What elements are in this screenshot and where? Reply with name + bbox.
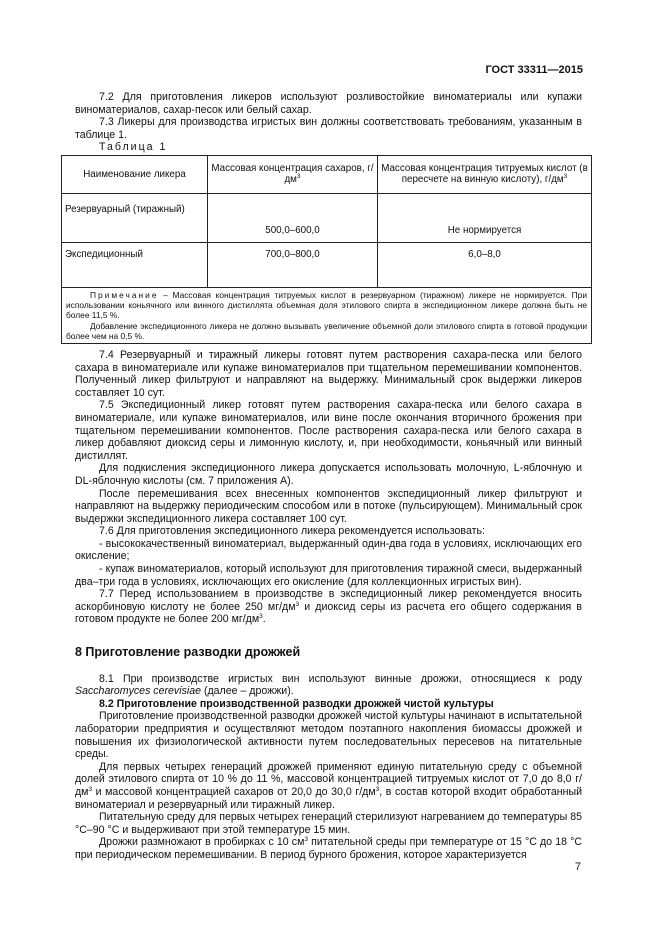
page-content xyxy=(65,91,588,862)
table-cell: Экспедиционный xyxy=(62,242,208,287)
section-heading-8: 8 Приготовление разводки дрожжей xyxy=(75,645,301,660)
page-number: 7 xyxy=(574,861,581,873)
table-cell: Не нормируется xyxy=(378,193,592,242)
list-item: - высококачественный виноматериал, выдержанный один-два года в условиях, исключающих его окисление; xyxy=(75,537,582,563)
paragraph-8-2-3: Питательную среду для первых четырех генераций стерилизуют нагреванием до температуры 85 °С–90 °С и выдерживают при этой температуре 15 мин. xyxy=(75,811,582,836)
paragraph-7-4: 7.4 Резервуарный и тиражный ликеры готовят путем растворения сахара-песка или белого сахара в виноматериале или купаже виноматериалов при тщательном перемешивании компонентов. Полученный ликер фильтруют и направляют на выдержку. Минимальный срок выдержки ликеров составляет 10 сут. xyxy=(75,348,582,399)
table-row xyxy=(62,193,592,242)
table-header-row xyxy=(62,155,592,193)
table-header-cell: Наименование ликера xyxy=(62,155,208,193)
paragraph-8-1: 8.1 При производстве игристых вин используют винные дрожжи, относящиеся к роду Saccharomyces cerevisiae (далее – дрожжи). xyxy=(75,672,582,698)
document-code: ГОСТ 33311—2015 xyxy=(485,64,583,76)
paragraph-7-6: 7.6 Для приготовления экспедиционного ликера рекомендуется использовать: xyxy=(99,525,485,538)
list-item: - купаж виноматериалов, который используют для приготовления тиражной смеси, выдержанный два–три года в условиях, исключающих его окисление (для коллекционных игристых вин). xyxy=(75,563,582,588)
table-cell: 500,0–600,0 xyxy=(208,193,378,242)
paragraph-mix: После перемешивания всех внесенных компонентов экспедиционный ликер фильтруют и направляют на выдержку периодическим способом или в потоке (пульсирующем). Минимальный срок выдержки экспедиционного ликера составляет 100 сут. xyxy=(75,487,582,525)
table-header-cell: Массовая концентрация титруемых кислот (в пересчете на винную кислоту), $г/дм^3$ xyxy=(378,155,592,193)
subsection-heading-8-2: 8.2 Приготовление производственной разводки дрожжей чистой культуры xyxy=(99,697,494,710)
table-cell: Резервуарный (тиражный) xyxy=(62,193,208,242)
table-note-row xyxy=(62,287,592,343)
table-note xyxy=(62,287,592,343)
paragraph-8-2-2: Для первых четырех генераций дрожжей применяют единую питательную среду с объемной долей этилового спирта от 10 % до 11 %, массовой концентрацией титруемых кислот от 7,0 до 8,0 $г/дм^3$ и массовой концентрацией сахаров от 20,0 до 30,0 $г/дм^3$, в состав которой входит обработанный виноматериал и резервуарный или тиражный ликер. xyxy=(75,760,582,811)
paragraph-acid: Для подкисления экспедиционного ликера допускается использовать молочную, L-яблочную и DL-яблочную кислоты (см. 7 приложения А). xyxy=(75,462,582,487)
note-label: Примечание xyxy=(90,289,159,300)
table-row xyxy=(62,242,592,287)
paragraph-7-3: 7.3 Ликеры для производства игристых вин должны соответствовать требованиям, указанным в таблице 1. xyxy=(75,116,582,141)
paragraph-8-2-4: Дрожжи размножают в пробирках с 10 $см^3$ питательной среды при температуре от 15 °С до 18 °С при периодическом перемешивании. В период бурного брожения, которое характеризуется xyxy=(75,836,582,861)
table-label: Таблица 1 xyxy=(99,141,168,154)
note-text-2: Добавление экспедиционного ликера не должно вызывать увеличение объемной доли этилового спирта в готовой продукции более чем на 0,5 %. xyxy=(66,320,587,341)
note-text-1: – Массовая концентрация титруемых кислот в резервуарном (тиражном) ликере не нормируется. При использовании коньячного или винного дистиллята объемная доля этилового спирта в экспедиционном ликере должна быть не более 11,5 %. xyxy=(66,289,587,321)
liqueur-table xyxy=(61,155,592,344)
paragraph-7-2: 7.2 Для приготовления ликеров используют розливостойкие виноматериалы или купажи виноматериалов, сахар-песок или белый сахар. xyxy=(75,91,582,116)
table-cell: 6,0–8,0 xyxy=(378,242,592,287)
table-cell: 700,0–800,0 xyxy=(208,242,378,287)
paragraph-8-2-1: Приготовление производственной разводки дрожжей чистой культуры начинают в испытательной лаборатории предприятия и осуществляют методом поэтапного накопления биомассы дрожжей и повышения их физиологической активности путем последовательных пересевов на питательные среды. xyxy=(75,710,582,761)
paragraph-7-7: 7.7 Перед использованием в производстве в экспедиционный ликер рекомендуется вносить аскорбиновую кислоту не более 250 $мг/дм^3$ и диоксид серы из расчета его общего содержания в готовом продукте не более 200 $мг/дм^3$. xyxy=(75,588,582,626)
table-header-cell: Массовая концентрация сахаров, $г/дм^3$ xyxy=(208,155,378,193)
paragraph-7-5: 7.5 Экспедиционный ликер готовят путем растворения сахара-песка или белого сахара в виноматериале, или купаже виноматериалов, или вине после окончания вторичного брожения при тщательном перемешивании компонентов. После растворения сахара-песка или белого сахара в ликер добавляют диоксид серы и лимонную кислоту, и, при необходимости, коньячный или винный дистиллят. xyxy=(75,399,582,462)
